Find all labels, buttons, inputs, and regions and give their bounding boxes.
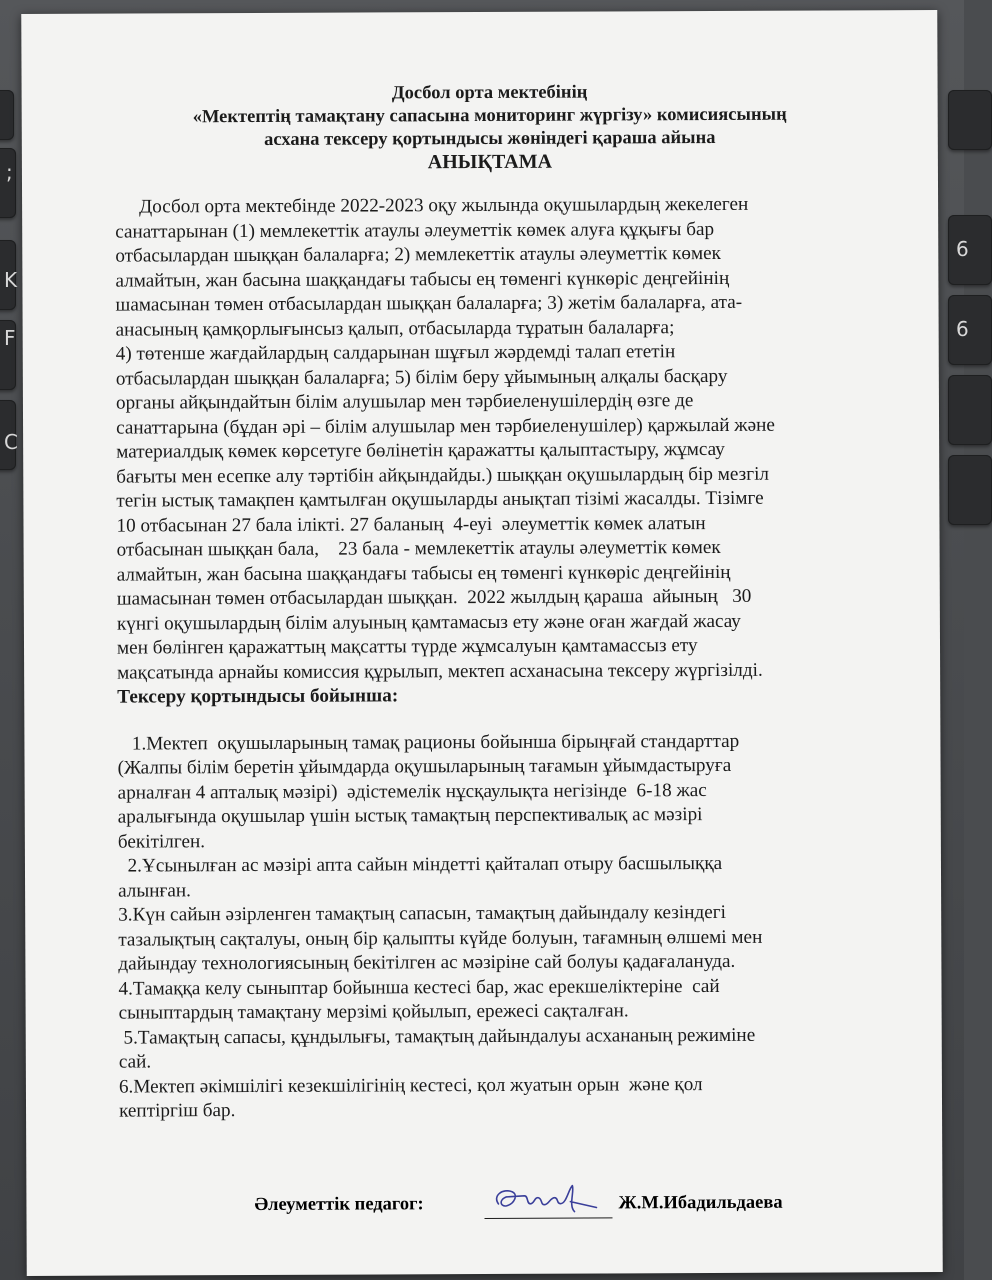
text-line: органы айқындайтын білім алушылар мен тәрбиеленушілердің өзге де bbox=[115, 390, 694, 414]
keyboard-key bbox=[948, 455, 992, 525]
text-line: 3.Күн сайын әзірленген тамақтың сапасын, тамақтың дайындалу кезіндегі bbox=[118, 901, 726, 926]
handwritten-signature bbox=[484, 1181, 612, 1216]
document bbox=[115, 80, 870, 1124]
keyboard-key bbox=[948, 215, 992, 285]
keyboard-key bbox=[0, 320, 16, 390]
text-line: тазалықтың сақталуы, оның бір қалыпты күйде болуын, тағамның өлшемі мен bbox=[118, 926, 763, 951]
results-title: Тексеру қортындысы бойынша: bbox=[117, 685, 399, 708]
keyboard-key-label: C bbox=[4, 430, 18, 454]
text-line: тегін ыстық тамақпен қамтылған оқушыларды анықтап тізімі жасалды. Тізімге bbox=[116, 487, 764, 512]
text-line: санаттарынан (1) мемлекеттік атаулы әлеуметтік көмек алуға құқығы бар bbox=[115, 218, 715, 243]
text-line: шамасынан төмен отбасылардан шыққан. 2022 жылдың қараша айының 30 bbox=[116, 585, 752, 610]
text-line: 10 отбасынан 27 бала ілікті. 27 баланың 4-еуі әлеуметтік көмек алатын bbox=[116, 512, 706, 537]
paper-sheet bbox=[21, 10, 942, 1276]
keyboard-key-label: ; bbox=[6, 160, 13, 184]
keyboard-key bbox=[948, 90, 992, 150]
text-line: мақсатында арнайы комиссия құрылып, мектеп асханасына тексеру жүргізілді. bbox=[117, 659, 763, 684]
document-body bbox=[115, 192, 869, 1124]
keyboard-key bbox=[0, 148, 16, 218]
commission-name: «Мектептің тамақтану сапасына мониторинг жүргізу» комисиясының bbox=[192, 104, 787, 128]
signature-line bbox=[484, 1189, 612, 1219]
document-heading bbox=[115, 80, 865, 175]
text-line: 1.Мектеп оқушыларының тамақ рационы бойынша бірыңғай стандарттар bbox=[117, 730, 740, 755]
keyboard-key bbox=[948, 375, 992, 445]
keyboard-key bbox=[0, 90, 14, 140]
keyboard-key bbox=[0, 240, 16, 310]
text-line: сыныптардың тамақтану мерзімі қойылып, ережесі сақталған. bbox=[118, 1000, 629, 1024]
text-line: шамасынан төмен отбасылардан шыққан балаларға; 3) жетім балаларға, ата- bbox=[115, 291, 743, 316]
text-line: отбасылардан шыққан балаларға; 2) мемлекеттік атаулы әлеуметтік көмек bbox=[115, 242, 722, 267]
text-line: отбасылардан шыққан балаларға; 5) білім беру ұйымының алқалы басқару bbox=[115, 365, 728, 390]
text-line: 5.Тамақтың сапасы, құндылығы, тамақтың дайындалуы асхананың режиміне bbox=[118, 1024, 756, 1049]
text-line: санаттарына (бұдан әрі – білім алушылар мен тәрбиеленушілер) қаржылай және bbox=[116, 414, 775, 439]
text-line: алынған. bbox=[118, 879, 191, 902]
signature-label: Әлеуметтік педагог: bbox=[254, 1194, 424, 1215]
intro-paragraph bbox=[115, 192, 867, 685]
text-line: мен бөлінген қаражаттың мақсатты түрде жұмсалуын қамтамассыз ету bbox=[116, 635, 698, 659]
text-line: алмайтын, жан басына шаққандағы табысы ең төменгі күнкөріс деңгейінің bbox=[116, 561, 731, 586]
keyboard-key-label: 6 bbox=[956, 317, 969, 341]
text-line: сай. bbox=[118, 1051, 152, 1073]
text-line: күнгі оқушылардың білім алуының қамтамасыз ету және оған жағдай жасау bbox=[116, 610, 741, 635]
keyboard-key bbox=[0, 400, 16, 470]
text-line: бағыты мен есепке алу тәртібін айқындайды.) шыққан оқушылардың бір мезгіл bbox=[116, 463, 770, 488]
report-subject: асхана тексеру қортындысы жөніндегі қараша айына bbox=[264, 127, 716, 150]
spacer bbox=[117, 707, 867, 732]
text-line: алмайтын, жан басына шаққандағы табысы ең төменгі күнкөріс деңгейінің bbox=[115, 267, 730, 292]
document-title: АНЫҚТАМА bbox=[427, 150, 553, 174]
keyboard-key bbox=[948, 295, 992, 365]
keyboard-key-label: F bbox=[4, 326, 16, 350]
text-line: дайындау технологиясының бекітілген ас мәзіріне сай болуы қадағалануда. bbox=[118, 950, 736, 975]
text-line: 4) төтенше жағдайлардың салдарынан шұғыл жәрдемді талап ететін bbox=[115, 341, 676, 365]
text-line: Досбол орта мектебінде 2022-2023 оқу жылында оқушылардың жекелеген bbox=[115, 193, 749, 218]
text-line: отбасынан шыққан бала, 23 бала - мемлекеттік атаулы әлеуметтік көмек bbox=[116, 536, 721, 561]
text-line: аралығында оқушылар үшін ыстық тамақтың перспективалық ас мәзірі bbox=[117, 804, 703, 828]
keyboard-key-label: K bbox=[4, 268, 18, 292]
text-line: материалдық көмек көрсетуге бөлінетін қаражатты қалыптастыру, жұмсау bbox=[116, 438, 725, 463]
text-line: 6.Мектеп әкімшілігі кезекшілігінің кестесі, қол жуатын орын және қол bbox=[118, 1073, 703, 1098]
keyboard-key-label: 6 bbox=[956, 237, 969, 261]
text-line: кептіргіш бар. bbox=[118, 1100, 236, 1122]
text-line: арналған 4 апталық мәзірі) әдістемелік нұсқаулықта негізінде 6-18 жас bbox=[117, 779, 707, 804]
text-line: 2.Ұсынылған ас мәзірі апта сайын міндетті қайталап отыру басшылыққа bbox=[117, 852, 723, 877]
text-line: (Жалпы білім беретін ұйымдарда оқушыларының тағамын ұйымдастыруға bbox=[117, 754, 732, 779]
results-list bbox=[117, 729, 869, 1124]
text-line: 4.Тамаққа келу сыныптар бойынша кестесі бар, жас ерекшеліктеріне сай bbox=[118, 975, 720, 1000]
school-name: Досбол орта мектебінің bbox=[391, 82, 588, 104]
text-line: бекітілген. bbox=[117, 830, 206, 853]
signature-row bbox=[254, 1188, 874, 1231]
signatory-name: Ж.М.Ибадильдаева bbox=[618, 1192, 783, 1214]
text-line: анасының қамқорлығынсыз қалып, отбасыларда тұратын балаларға; bbox=[115, 316, 675, 341]
